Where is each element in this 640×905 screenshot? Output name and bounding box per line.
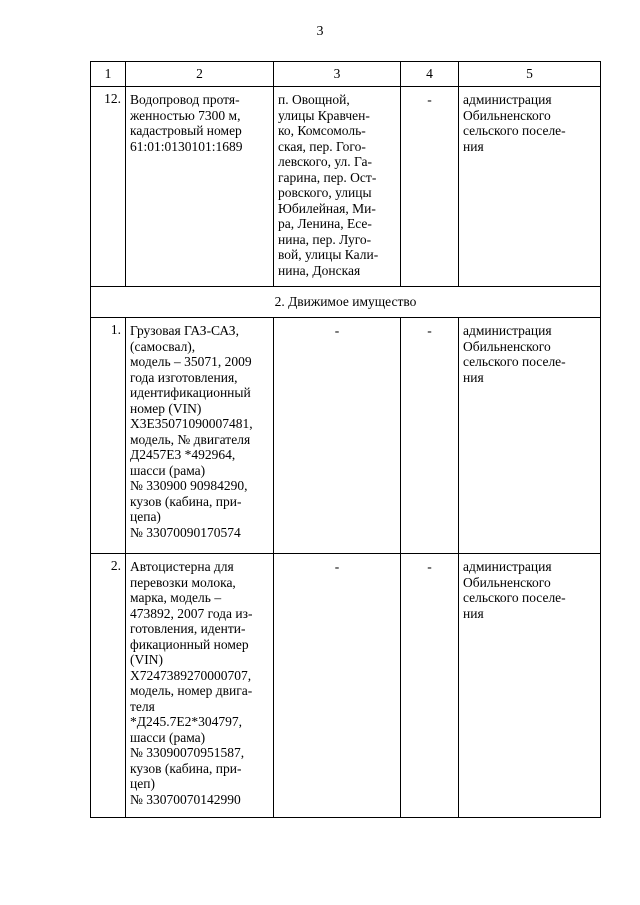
- holder-cell: [459, 87, 601, 287]
- text-line: готовления, иденти-: [130, 621, 246, 636]
- row-number: 1.: [91, 318, 126, 554]
- text-line: администрация: [463, 92, 552, 107]
- text-line: шасси (рама): [130, 462, 206, 478]
- text-line: вой, улицы Кали-: [278, 247, 379, 262]
- text-line: идентификационный: [130, 385, 251, 400]
- text-line: кузов (кабина, при-: [130, 760, 242, 776]
- text-line: № 33070070142990: [130, 791, 241, 807]
- text-line: кадастровый номер: [130, 123, 242, 138]
- text-line: *Д245.7Е2*304797,: [130, 714, 242, 729]
- holder-cell: [459, 318, 601, 554]
- text-line: левского, ул. Га-: [278, 154, 372, 169]
- text-line: фикационный номер: [130, 636, 249, 652]
- text-line: кузов (кабина, при-: [130, 493, 242, 509]
- text-line: сельского поселе-: [463, 123, 566, 138]
- section-title: 2. Движимое имущество: [91, 287, 601, 318]
- column-header: 5: [459, 62, 601, 87]
- text-line: администрация: [463, 559, 552, 574]
- table-header-row: [91, 62, 601, 87]
- row-number: 12.: [91, 87, 126, 287]
- text-line: ния: [463, 369, 484, 385]
- text-line: ра, Ленина, Есе-: [278, 216, 372, 231]
- text-line: шасси (рама): [130, 729, 206, 745]
- text-line: Автоцистерна для: [130, 559, 234, 574]
- page-number: 3: [316, 24, 324, 39]
- column-4-cell: -: [401, 87, 459, 287]
- text-line: модель, № двигателя: [130, 431, 251, 447]
- text-line: ния: [463, 605, 484, 621]
- text-line: № 33070090170574: [130, 524, 241, 540]
- text-line: модель, номер двига-: [130, 683, 253, 698]
- text-line: ская, пер. Гого-: [278, 138, 366, 154]
- row-number: 2.: [91, 554, 126, 818]
- text-line: № 33090070951587,: [130, 745, 245, 760]
- text-line: Грузовая ГАЗ-САЗ,: [130, 323, 239, 338]
- property-table: [90, 61, 601, 818]
- text-line: нина, пер. Луго-: [278, 231, 372, 247]
- text-line: модель – 35071, 2009: [130, 354, 252, 369]
- column-header: 2: [126, 62, 274, 87]
- text-line: теля: [130, 698, 155, 714]
- text-line: Водопровод протя-: [130, 92, 240, 107]
- column-header: 4: [401, 62, 459, 87]
- text-line: Д2457Е3 *492964,: [130, 447, 236, 462]
- text-line: Х3Е35071090007481,: [130, 416, 253, 431]
- text-line: сельского поселе-: [463, 590, 566, 605]
- property-name-cell: [126, 318, 274, 554]
- text-line: нина, Донская: [278, 262, 361, 278]
- text-line: Обильненского: [463, 574, 551, 590]
- table-row: [91, 554, 601, 818]
- text-line: гарина, пер. Ост-: [278, 169, 377, 185]
- table-row: [91, 87, 601, 287]
- text-line: ко, Комсомоль-: [278, 123, 366, 138]
- text-line: марка, модель –: [130, 590, 222, 605]
- text-line: № 330900 90984290,: [130, 478, 248, 493]
- text-line: Обильненского: [463, 338, 551, 354]
- text-line: Юбилейная, Ми-: [278, 200, 376, 216]
- section-row: [91, 287, 601, 318]
- column-4-cell: -: [401, 554, 459, 818]
- text-line: ровского, улицы: [278, 185, 372, 200]
- text-line: цепа): [130, 509, 161, 524]
- text-line: женностью 7300 м,: [130, 107, 241, 123]
- text-line: улицы Кравчен-: [278, 107, 370, 123]
- text-line: Х7247389270000707,: [130, 667, 252, 683]
- text-line: перевозки молока,: [130, 574, 236, 590]
- text-line: администрация: [463, 323, 552, 338]
- text-line: п. Овощной,: [278, 92, 350, 107]
- property-name-cell: [126, 87, 274, 287]
- text-line: 61:01:0130101:1689: [130, 138, 243, 154]
- address-cell: [274, 87, 401, 287]
- property-name-cell: [126, 554, 274, 818]
- text-line: номер (VIN): [130, 400, 202, 416]
- column-4-cell: -: [401, 318, 459, 554]
- text-line: года изготовления,: [130, 369, 238, 385]
- address-cell: -: [274, 554, 401, 818]
- text-line: ния: [463, 138, 484, 154]
- holder-cell: [459, 554, 601, 818]
- text-line: сельского поселе-: [463, 354, 566, 369]
- text-line: (самосвал),: [130, 338, 196, 354]
- text-line: 473892, 2007 года из-: [130, 605, 253, 621]
- column-header: 1: [91, 62, 126, 87]
- text-line: Обильненского: [463, 107, 551, 123]
- text-line: (VIN): [130, 652, 163, 667]
- address-cell: -: [274, 318, 401, 554]
- table-row: [91, 318, 601, 554]
- text-line: цеп): [130, 776, 155, 791]
- column-header: 3: [274, 62, 401, 87]
